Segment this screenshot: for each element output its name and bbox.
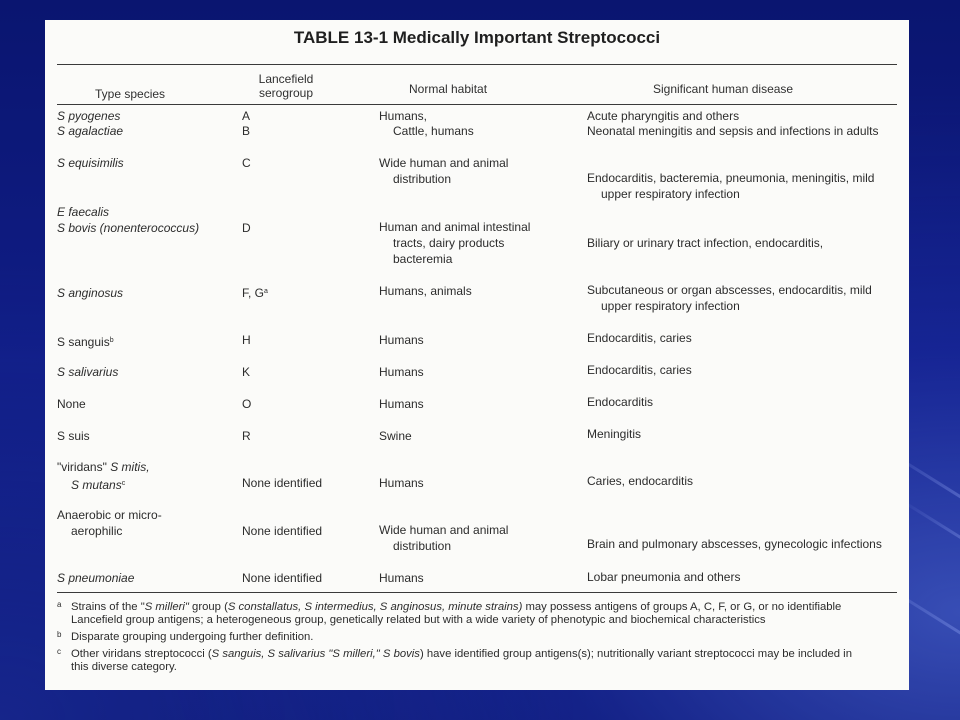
table-number: TABLE 13-1 [293, 28, 389, 47]
habitat-cell: Humans [379, 397, 424, 411]
habitat-cell: distribution [393, 539, 452, 553]
header-type-species: Type species [95, 87, 166, 101]
species-cell: Anaerobic or micro- [57, 508, 162, 522]
species-cell: S pneumoniae [57, 571, 135, 585]
disease-cell: Brain and pulmonary abscesses, gynecologic infections [587, 537, 882, 551]
footnote-text: group ( [188, 601, 228, 613]
disease-cell: Meningitis [587, 427, 642, 441]
footnote-text: S sanguis, S salivarius "S milleri," S bovis [211, 648, 420, 660]
habitat-cell: Wide human and animal [379, 156, 509, 170]
table-title-text: Medically Important Streptococci [392, 28, 661, 47]
species-text: S sanguis [57, 335, 110, 349]
footnote-text: S constallatus, S intermedius, S anginosus, minute strains) [227, 601, 523, 613]
disease-cell: Endocarditis, caries [587, 331, 692, 345]
serogroup-cell: R [242, 429, 251, 443]
serogroup-cell: D [242, 221, 251, 235]
species-cell: S anginosus [57, 286, 124, 300]
habitat-cell: Humans, animals [379, 284, 472, 298]
header-normal-habitat: Normal habitat [409, 82, 488, 96]
habitat-cell: Swine [379, 429, 412, 443]
habitat-cell: Humans [379, 365, 424, 379]
footnote-c-continued: this diverse category. [71, 661, 177, 673]
species-cell: aerophilic [71, 524, 123, 538]
header-lancefield-line2: serogroup [258, 86, 314, 100]
header-human-disease: Significant human disease [653, 82, 794, 96]
table-slide [45, 20, 909, 690]
disease-cell: upper respiratory infection [601, 299, 740, 313]
disease-cell: Lobar pneumonia and others [587, 570, 741, 584]
habitat-cell: Humans [379, 571, 424, 585]
top-rule [57, 64, 897, 65]
footnote-marker: c [121, 480, 126, 487]
species-cell: S pyogenes [57, 109, 121, 123]
species-cell: S equisimilis [57, 156, 124, 170]
footnote-text: may possess antigens of groups A, C, F, or G, or no identifiable [522, 601, 842, 613]
disease-cell: Endocarditis [587, 395, 654, 409]
footnote-marker: b [57, 630, 62, 639]
table-title [45, 28, 909, 48]
habitat-cell: Cattle, humans [393, 124, 474, 138]
species-text: S mutans [71, 478, 122, 492]
footnote-marker: a [264, 288, 268, 295]
footnote-text: Other viridans streptococci ( [71, 648, 212, 660]
species-cell: S salivarius [57, 365, 119, 379]
species-cell [57, 333, 114, 350]
habitat-cell: distribution [393, 172, 452, 186]
header-lancefield-line1: Lancefield [258, 72, 314, 86]
habitat-cell: Wide human and animal [379, 523, 509, 537]
disease-cell: Neonatal meningitis and sepsis and infections in adults [587, 124, 879, 138]
habitat-cell: Humans [379, 333, 424, 347]
serogroup-cell: H [242, 333, 251, 347]
species-text: S mitis, [110, 460, 150, 474]
disease-cell: Biliary or urinary tract infection, endocarditis, [587, 236, 824, 250]
header-rule [57, 104, 897, 105]
disease-cell: Endocarditis, caries [587, 363, 692, 377]
footnote-marker: c [57, 647, 61, 656]
footnote-text: Disparate grouping undergoing further definition. [71, 631, 314, 643]
serogroup-cell [242, 284, 268, 301]
serogroup-cell: None identified [242, 476, 323, 490]
species-cell: S agalactiae [57, 124, 124, 138]
species-cell: S suis [57, 429, 90, 443]
habitat-cell: tracts, dairy products [393, 236, 505, 250]
serogroup-cell: None identified [242, 524, 323, 538]
habitat-cell: Humans [379, 476, 424, 490]
serogroup-cell: B [242, 124, 251, 138]
species-cell [57, 476, 125, 493]
species-cell: None [57, 397, 86, 411]
habitat-cell: Humans, [379, 109, 428, 123]
habitat-cell: Human and animal intestinal [379, 220, 531, 234]
footnote-a-continued: Lancefield group antigens; a heterogeneous group, genetically related but with a wide variety of phenotypic and biochemical characteristics [71, 614, 766, 626]
footnote-marker: b [109, 337, 114, 344]
footnote-marker: a [57, 600, 62, 609]
species-cell [57, 460, 150, 475]
serogroup-text: F, G [242, 286, 265, 300]
footnote-text: S milleri" [144, 601, 189, 613]
disease-cell: Endocarditis, bacteremia, pneumonia, meningitis, mild [587, 171, 875, 185]
disease-cell: Acute pharyngitis and others [587, 109, 740, 123]
footnote-text: ) have identified group antigens(s); nutritionally variant streptococci may be included in [419, 648, 852, 660]
footnote-text: Strains of the " [71, 601, 145, 613]
header-lancefield [241, 72, 331, 100]
serogroup-cell: C [242, 156, 251, 170]
habitat-cell: bacteremia [393, 252, 453, 266]
disease-cell: Caries, endocarditis [587, 474, 694, 488]
serogroup-cell: K [242, 365, 251, 379]
disease-cell: upper respiratory infection [601, 187, 740, 201]
footnote-b [57, 628, 313, 645]
serogroup-cell: A [242, 109, 251, 123]
species-cell: E faecalis [57, 205, 110, 219]
bottom-rule [57, 592, 897, 593]
serogroup-cell: O [242, 397, 252, 411]
disease-cell: Subcutaneous or organ abscesses, endocarditis, mild [587, 283, 872, 297]
species-text: "viridans" [57, 460, 107, 474]
species-cell: S bovis (nonenterococcus) [57, 221, 200, 235]
serogroup-cell: None identified [242, 571, 323, 585]
